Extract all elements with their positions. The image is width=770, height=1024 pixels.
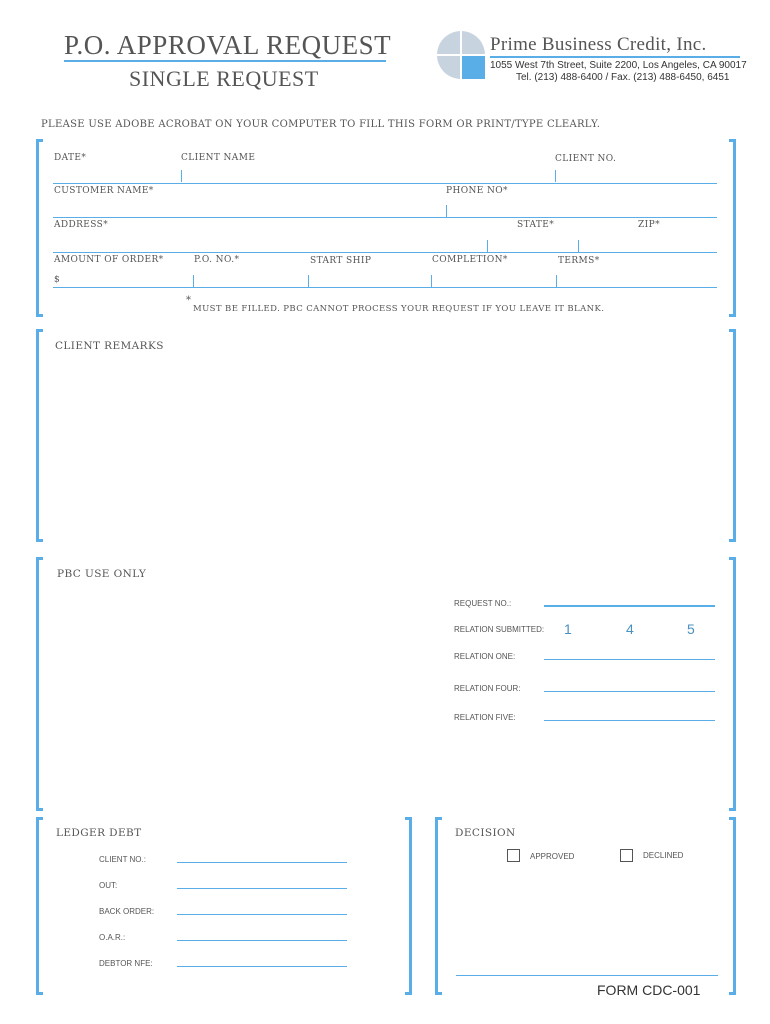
po-no-label: P.O. NO.* <box>194 255 240 265</box>
customer-name-label: CUSTOMER NAME* <box>54 186 154 196</box>
client-name-label: CLIENT NAME <box>181 153 256 163</box>
remarks-bracket-right <box>729 329 736 542</box>
dollar-sign: $ <box>54 275 61 285</box>
ledger-bracket-left <box>36 817 43 995</box>
declined-label: DECLINED <box>643 851 684 860</box>
field-divider <box>308 275 309 287</box>
form-subtitle: SINGLE REQUEST <box>129 66 319 91</box>
relation-one-label: RELATION ONE: <box>454 652 516 661</box>
pbc-bracket-right <box>729 557 736 811</box>
ledger-out-label: OUT: <box>99 881 118 890</box>
ledger-client-no-label: CLIENT NO.: <box>99 855 146 864</box>
main-bracket-left <box>36 139 43 317</box>
relation-digit-1: 1 <box>564 621 572 637</box>
ledger-debtor-nfe-label: DEBTOR NFE: <box>99 959 153 968</box>
approved-label: APPROVED <box>530 852 575 861</box>
row3-line[interactable] <box>53 252 717 253</box>
amount-of-order-label: AMOUNT OF ORDER* <box>54 255 164 265</box>
field-divider <box>487 240 488 252</box>
field-divider <box>555 170 556 182</box>
decision-signature-line[interactable] <box>456 975 718 976</box>
terms-label: TERMS* <box>558 256 600 266</box>
field-divider <box>446 205 447 217</box>
row2-line[interactable] <box>53 217 717 218</box>
completion-label: COMPLETION* <box>432 255 508 265</box>
form-number: FORM CDC-001 <box>597 982 701 998</box>
approved-checkbox[interactable] <box>507 849 520 862</box>
title-rule <box>64 60 386 62</box>
ledger-back-order-label: BACK ORDER: <box>99 907 155 916</box>
company-logo <box>436 30 486 80</box>
required-star: * <box>186 295 192 306</box>
ledger-client-no-line[interactable] <box>177 862 347 863</box>
relation-four-label: RELATION FOUR: <box>454 684 521 693</box>
request-no-label: REQUEST NO.: <box>454 599 512 608</box>
client-remarks-area[interactable] <box>50 358 720 528</box>
field-divider <box>193 275 194 287</box>
relation-four-line[interactable] <box>544 691 715 692</box>
remarks-bracket-left <box>36 329 43 542</box>
field-divider <box>578 240 579 252</box>
declined-checkbox[interactable] <box>620 849 633 862</box>
relation-one-line[interactable] <box>544 659 715 660</box>
client-remarks-title: CLIENT REMARKS <box>55 340 164 352</box>
decision-title: DECISION <box>455 827 516 839</box>
main-bracket-right <box>729 139 736 317</box>
zip-label: ZIP* <box>638 220 660 230</box>
address-label: ADDRESS* <box>54 220 109 230</box>
field-divider <box>181 170 182 182</box>
relation-five-label: RELATION FIVE: <box>454 713 516 722</box>
row1-line[interactable] <box>53 183 717 184</box>
date-label: DATE* <box>54 153 87 163</box>
relation-five-line[interactable] <box>544 720 715 721</box>
required-note: MUST BE FILLED. PBC CANNOT PROCESS YOUR REQUEST IF YOU LEAVE IT BLANK. <box>193 304 605 314</box>
company-rule <box>490 56 740 58</box>
request-no-line[interactable] <box>544 605 715 607</box>
ledger-oar-label: O.A.R.: <box>99 933 126 942</box>
state-label: STATE* <box>517 220 555 230</box>
pbc-use-only-title: PBC USE ONLY <box>57 568 147 580</box>
instructions: PLEASE USE ADOBE ACROBAT ON YOUR COMPUTER TO FILL THIS FORM OR PRINT/TYPE CLEARLY. <box>41 119 601 130</box>
client-no-label: CLIENT NO. <box>555 154 617 164</box>
row4-line[interactable] <box>53 287 717 288</box>
phone-no-label: PHONE NO* <box>446 186 508 196</box>
company-address: 1055 West 7th Street, Suite 2200, Los Angeles, CA 90017 <box>490 60 747 71</box>
pbc-bracket-left <box>36 557 43 811</box>
ledger-out-line[interactable] <box>177 888 347 889</box>
start-ship-label: START SHIP <box>310 256 372 266</box>
form-title: P.O. APPROVAL REQUEST <box>64 30 392 60</box>
ledger-bracket-right <box>405 817 412 995</box>
field-divider <box>431 275 432 287</box>
ledger-debtor-nfe-line[interactable] <box>177 966 347 967</box>
decision-bracket-right <box>729 817 736 995</box>
decision-bracket-left <box>435 817 442 995</box>
company-phone: Tel. (213) 488-6400 / Fax. (213) 488-6450, 6451 <box>516 72 730 83</box>
ledger-back-order-line[interactable] <box>177 914 347 915</box>
relation-digit-4: 4 <box>626 621 634 637</box>
ledger-debt-title: LEDGER DEBT <box>56 827 142 839</box>
company-name: Prime Business Credit, Inc. <box>490 34 707 55</box>
ledger-oar-line[interactable] <box>177 940 347 941</box>
relation-digit-5: 5 <box>687 621 695 637</box>
relation-submitted-label: RELATION SUBMITTED: <box>454 625 545 634</box>
field-divider <box>556 275 557 287</box>
